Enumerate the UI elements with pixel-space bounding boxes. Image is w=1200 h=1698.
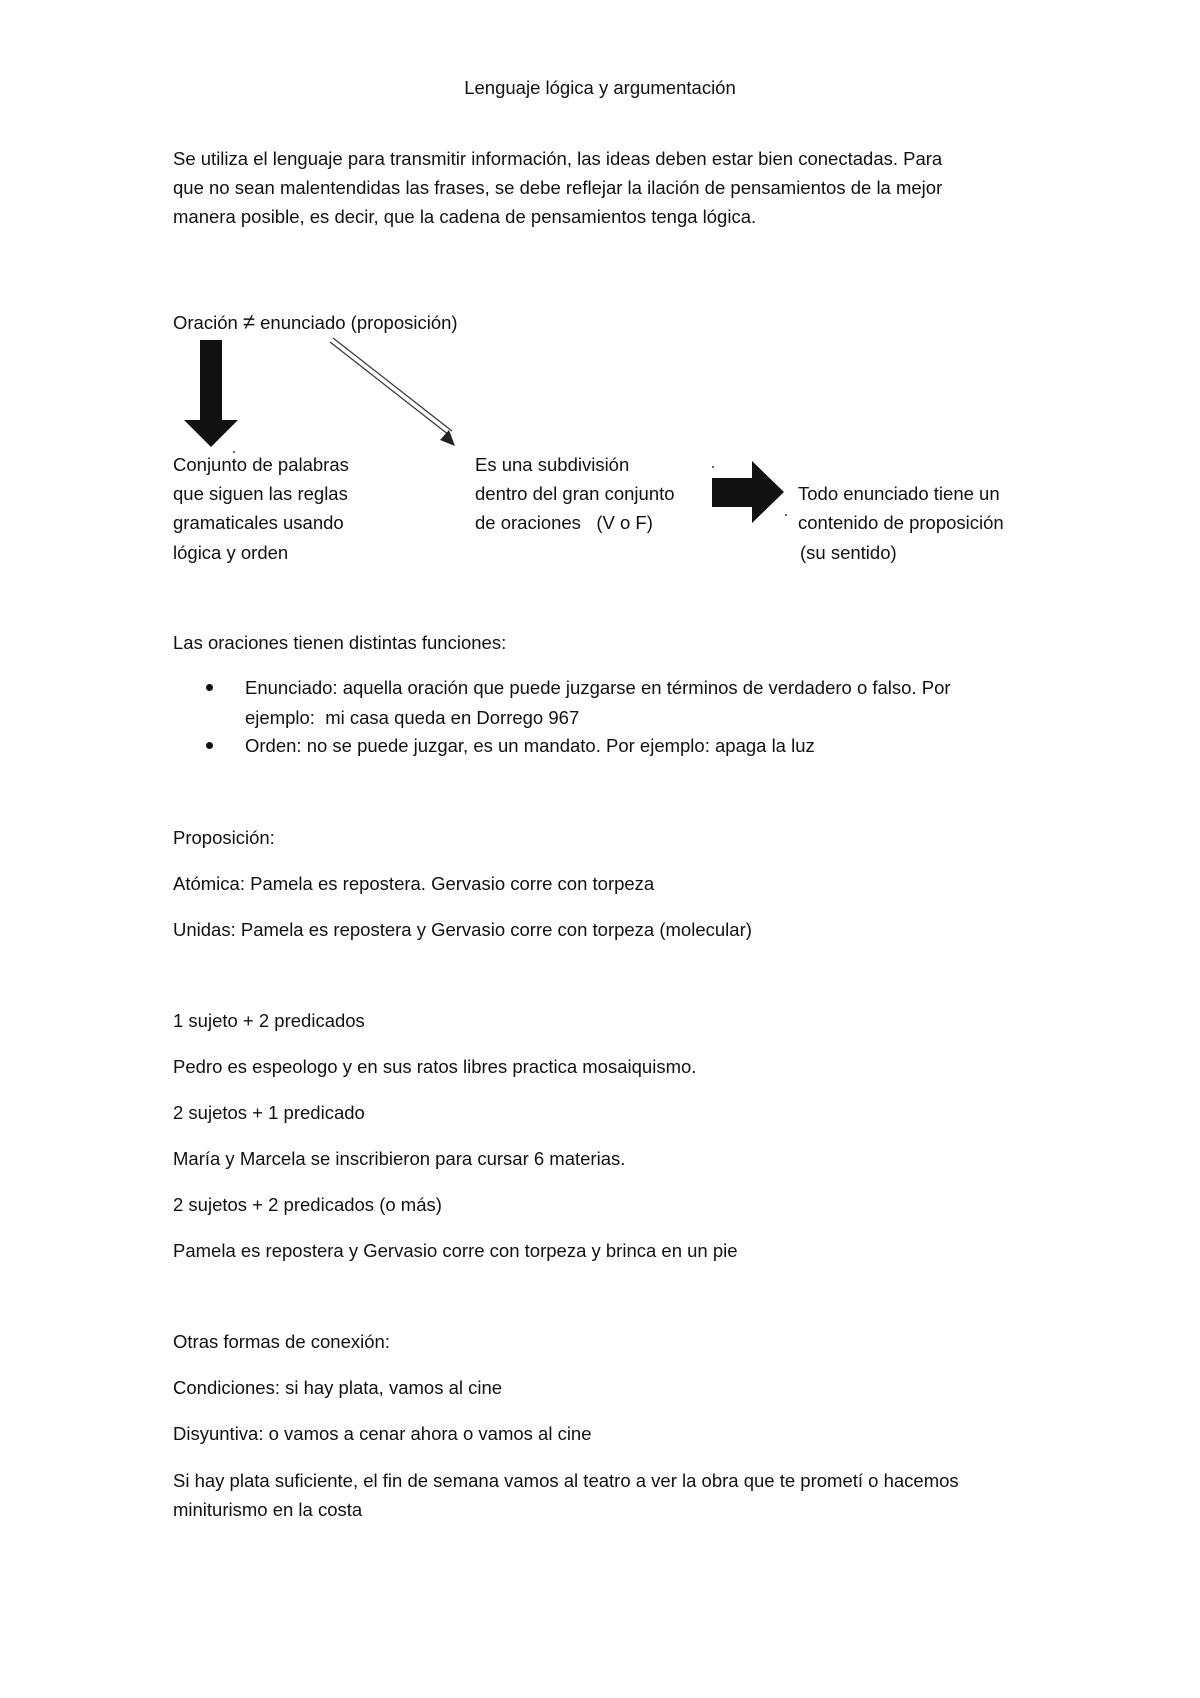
page-title: Lenguaje lógica y argumentación <box>464 77 736 98</box>
conexion-condiciones: Condiciones: si hay plata, vamos al cine <box>173 1377 503 1398</box>
right-arrow-icon <box>712 461 784 523</box>
intro-line-1: Se utiliza el lenguaje para transmitir información, las ideas deben estar bien conectadas. Para <box>173 148 943 169</box>
bullet-icon <box>206 742 213 749</box>
box-left-line-1: Conjunto de palabras <box>173 454 349 475</box>
box-right-line-2: contenido de proposición <box>798 512 1004 533</box>
heading-enunciado: enunciado (proposición) <box>260 312 458 333</box>
box-middle-line-2: dentro del gran conjunto <box>475 483 675 504</box>
box-middle-line-1: Es una subdivisión <box>475 454 630 475</box>
intro-line-3: manera posible, es decir, que la cadena de pensamientos tenga lógica. <box>173 206 757 227</box>
not-equal-symbol: ≠ <box>242 309 255 334</box>
bullet-enunciado-line-1: Enunciado: aquella oración que puede juzgarse en términos de verdadero o falso. Por <box>245 677 951 698</box>
box-left-line-4: lógica y orden <box>173 542 289 563</box>
box-right-line-1: Todo enunciado tiene un <box>798 483 1000 504</box>
example-line: 2 sujetos + 2 predicados (o más) <box>173 1194 442 1215</box>
example-line: Pedro es espeologo y en sus ratos libres practica mosaiquismo. <box>173 1056 697 1077</box>
proposicion-atomica: Atómica: Pamela es repostera. Gervasio corre con torpeza <box>173 873 655 894</box>
functions-heading: Las oraciones tienen distintas funciones: <box>173 632 507 653</box>
bullet-icon <box>206 684 213 691</box>
conexion-final-line-1: Si hay plata suficiente, el fin de semana vamos al teatro a ver la obra que te prometí o hacemos <box>173 1470 959 1491</box>
box-right-line-3: (su sentido) <box>800 542 897 563</box>
box-left-line-2: que siguen las reglas <box>173 483 348 504</box>
conexion-final-line-2: miniturismo en la costa <box>173 1499 363 1520</box>
box-left-line-3: gramaticales usando <box>173 512 344 533</box>
bullet-enunciado-line-2: ejemplo: mi casa queda en Dorrego 967 <box>245 707 580 728</box>
dot-mark <box>785 514 787 516</box>
dot-mark <box>712 466 714 468</box>
proposicion-unidas: Unidas: Pamela es repostera y Gervasio corre con torpeza (molecular) <box>173 919 752 940</box>
diagram-heading <box>173 307 458 337</box>
example-line: 1 sujeto + 2 predicados <box>173 1010 365 1031</box>
box-middle-line-3: de oraciones (V o F) <box>475 512 653 533</box>
bullet-orden: Orden: no se puede juzgar, es un mandato. Por ejemplo: apaga la luz <box>245 735 815 756</box>
conexion-heading: Otras formas de conexión: <box>173 1331 390 1352</box>
conexion-disyuntiva: Disyuntiva: o vamos a cenar ahora o vamos al cine <box>173 1423 592 1444</box>
example-line: 2 sujetos + 1 predicado <box>173 1102 365 1123</box>
intro-line-2: que no sean malentendidas las frases, se debe reflejar la ilación de pensamientos de la mejor <box>173 177 943 198</box>
example-line: María y Marcela se inscribieron para cursar 6 materias. <box>173 1148 626 1169</box>
down-arrow-icon <box>184 340 238 447</box>
diagonal-arrow-icon <box>330 338 455 446</box>
proposicion-heading: Proposición: <box>173 827 275 848</box>
example-line: Pamela es repostera y Gervasio corre con torpeza y brinca en un pie <box>173 1240 738 1261</box>
heading-oracion: Oración <box>173 312 238 333</box>
